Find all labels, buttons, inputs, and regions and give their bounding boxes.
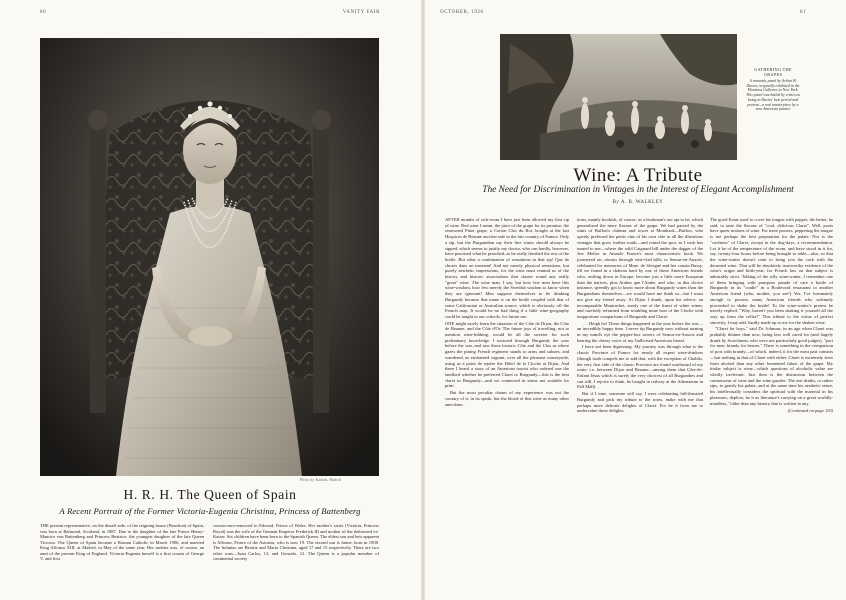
right-folio: 81 [800, 10, 807, 15]
paragraph: But the most peculiar charm of my experience was not the country of it, in its speak, but the blood of this wine as many other anecdotes [445, 390, 569, 407]
painting-illustration [500, 34, 737, 160]
article-column-3 [710, 217, 833, 414]
article-column-1 [445, 217, 569, 408]
paragraph: ONE might surely learn the situation of the Côte de Dijon, the Côte de Beaune, and the Côte d'Or. The future joys of travelling, not to mention wine-bibbing, would be all the sweeter for such preliminary knowledge. I motored through Burgundy the year before the war, and saw those historic Côte and the Clos as where gazes the pining French regiment stands to arms and salutes, and wandered, as enchanted vagrant, over all the pleasant countryside, using as a point de repère the Hôtel de la Cloche at Dijon. And there I heard a story of an American tourist who ordered one the landlord whether he preferred Claret or Burgundy—this is the best claret in Burgundy—and we connected in terms not suitable for print. [445, 320, 569, 389]
left-page-title: H. R. H. The Queen of Spain [123, 487, 297, 502]
article-subtitle: The Need for Discrimination in Vintages in the Interest of Elegant Accomplishment [482, 185, 794, 195]
article-byline: By A. B. WALKLEY [612, 200, 664, 205]
left-folio: 80 [40, 10, 47, 15]
photo-credit: Photo by Kaulak, Madrid [300, 478, 342, 482]
painting-caption-heading: GATHERING THE GRAPES [754, 67, 792, 77]
left-page-subtitle: A Recent Portrait of the Former Victoria-Eugenia Christina, Princess of Battenberg [59, 506, 361, 516]
queen-portrait-photo [40, 38, 379, 476]
article-column-2 [577, 217, 703, 415]
left-running-head: VANITY FAIR [342, 10, 380, 15]
continued-on-link[interactable]: (Continued on page 110) [787, 408, 833, 414]
paragraph: The good Keats used to cover his tongue with pepper, the better, he said, to taste the flavour of "cool, delicious Claret". Well, poets have queer notions of wine. For mere prosers, peppering the tongue is not perhaps the best preparation for the palate. Nor is the "coolness" of Claret, except in the dog-days, a recommendation. Let it be of the temperature of the room, and have stood in it for, say, twenty-four hours before being brought to table—also, so that the wine-waiter doesn't omit to bring you the cork with the decanted wine. That will be absolutely trustworthy evidence of the wine's origin and birth-year, for French law on that subject is admirably strict. Talking of the silly wine-waiter, I remember one of them bringing with pompous parade of care a bottle of Burgundy in its "cradle" in a Boulevard restaurant to another American friend (who, mother, you see!) Yes, I've fortunately enough to possess many American friends who solemnly proceeded to shake the bottle! To the wine-waiter's protest he merely replied, "Why, haven't you been shaking it yourself all the way up from the cellar?" This tribute to the virtue of perfect sincerity, I may add, hardly made up to me for the shaken wine. [710, 217, 833, 325]
right-running-head: OCTOBER, 1926 [440, 10, 484, 15]
page-gutter [421, 0, 425, 600]
article-title: Wine: A Tribute [573, 165, 703, 186]
paragraph: tions, mainly bookish, of course, as a bookman's are apt to be, which generalized the more flavour of the grape. We had passed by the ruins of Buffon's château and tower at Montbard—Buffon, who openly preferred the petits vins of his own côte to all the illustrious vintages that grow further south—and round the spot, as I wish has turned to me—where the wild Caignard hill under the dagger of the Jew Melior in Anatole France's most characteristic book. We journeyed on, always through vine-clad hills, to Semur-en-Auxois, celebrated for memories of Mme. de Sévigné and her cousin Bussy, till we found in a château hard by one of those American friends who, settling down in Europe, become just a little more European than the natives, plus Arabes que l'Arabe, and who, in this choice instance, speedily got to know more about Burgundy wines than the Burgundians themselves—we would have me think so—but I must not give my friend away. At Dijon I drank, upon his advice, an incomparable Montrachet, surely one of the finest of white wines, and carefully refrained from troubling mine host of the Cloche with inopportune comparisons of Burgundy and Claret. [577, 217, 703, 319]
paragraph: "Claret for boys," said Dr. Johnson, in an age when Claret was probably thinner than now, being less well cared for (and largely drunk by Scotchmen, who were not particularly good judges), "port for men, brandy for heroes." There is something in the comparison of port with brandy—of which, indeed, it for the most part consists—but nothing in that of Claret with either. Claret is extremely freer from alcohol than any other fermented fabric of the grape. My titular subject is wine—which questions of alcoholic value are wholly irrelevant. Just then is the distinction between the connoisseur of wine and the wine guzzler. The one drinks, or rather sips, to gratify his palate, and at the same time his aesthetic sense, his intellectually considers the spiritual with the material in his pleasures, deplore, be it as literature's carrying on a great worldly-mindless, "older than any history that is written in any [710, 326, 833, 406]
painting-caption-body: A romantic panel by Arthur B. Davies, originally exhibited in the Montross Galleries in New York. This panel was hailed by critics as being in Davies' best period and present—a real masterpiece by a now American painter [746, 79, 800, 112]
portrait-caption-col-2 [213, 523, 379, 562]
paragraph: AFTER months of sick-room I have just been allowed my first sip of wine. Red wine I mean, the juice of the grape for its promise, the renowned Pinot grape, a Corton Clos du Roi, bought at the last Hospices de Beaune auction-sale in the fair country of France. Only a sip, but the Burgundian say their fine wines should always be sipped, which seems to justify my doctor, who can hardly, however, have practised what he preached, as he really finished the rest of the bottle. But what a combination of sensations in that sip! Que de choses dans un moment! And not merely physical sensations, but purely aesthetic impressions, for the wine must remind us of the history and historic associations that cluster round any really "great" wine. The wine man, I say, but how few men have this wine-wisdom, how few merely the Swedish wisdom to know when they are ignorant! Men suppose themselves to be drinking Burgundy because that name is on the bottle coupled with that of some Californian or Australian source, which is obviously off the French map. It would be no bad thing if a little wine-geography could be taught in our schools, for future use. [445, 217, 569, 319]
paragraph: But if I time, someone will say, I were celebrating full-throated Burgundy and pick my tribute to the roses, make with me that perhaps more delicate delights of Claret. For be it from me to undervalue those delights. [577, 391, 703, 414]
portrait-illustration [40, 38, 379, 476]
paragraph: I have not been digressing. My journey was through what is the classic Province of France for nearly all expert wine-drinkers (though truth compels me to add that, with the exception of Chablis, the very first side of the classic Province are found southward of my route, i.e. between Dijon and Beaune—among them that Côte-de-Enfant Jésus which is surely the very choicest of all Burgundies and can still, I rejoice to think, be bought in railway at the Athenaeum in Pall Mall). [577, 344, 703, 390]
portrait-caption-col-1 [40, 523, 204, 562]
caption-text-1: THE present representative, on the distaff side, of the reigning house (Bourbon) of Spain, was born at Balmoral, Scotland, in 1887. Due to the daughter of the late Prince Henry-Maurice von Battenberg and Princess Beatrice, the youngest daughter of the late Queen Victoria. The Queen of Spain became a Roman Catholic in March 1906, and married King Alfonso XIII, at Madrid, in May of the same year. Her mother was, of course, an aunt of the present King of England. Victoria-Eugenia herself is a first cousin of George V. and first [40, 523, 204, 562]
gathering-grapes-painting [500, 34, 737, 160]
caption-text-2: cousin-once-removed to Edward, Prince of Wales. Her mother's sister (Victoria, Princess Royal) was the wife of the German Emperor Frederick III and mother of the dethroned ex-Kaiser. Six children have been born to the Spanish Queen. The eldest son and heir apparent is Alfonso, Prince of the Asturias, who is now 19. The second son is Jaime, born in 1908. The Infantas are Beatriz and Maria Christina, aged 17 and 15 respectively. There are two other sons—Juan Carlos, 13, and Gonzalo, 12. The Queen is a popular member of continental society [213, 523, 379, 562]
paragraph: . . . Heigh ho! These things happened in the year before the war—an incredibly happy time. I never tip Burgundy now without turning in my mind's eye the pepper-box towers of Semur-en-Auxois and hearing the cheery voice of my Gallicised American friend. [577, 320, 703, 343]
